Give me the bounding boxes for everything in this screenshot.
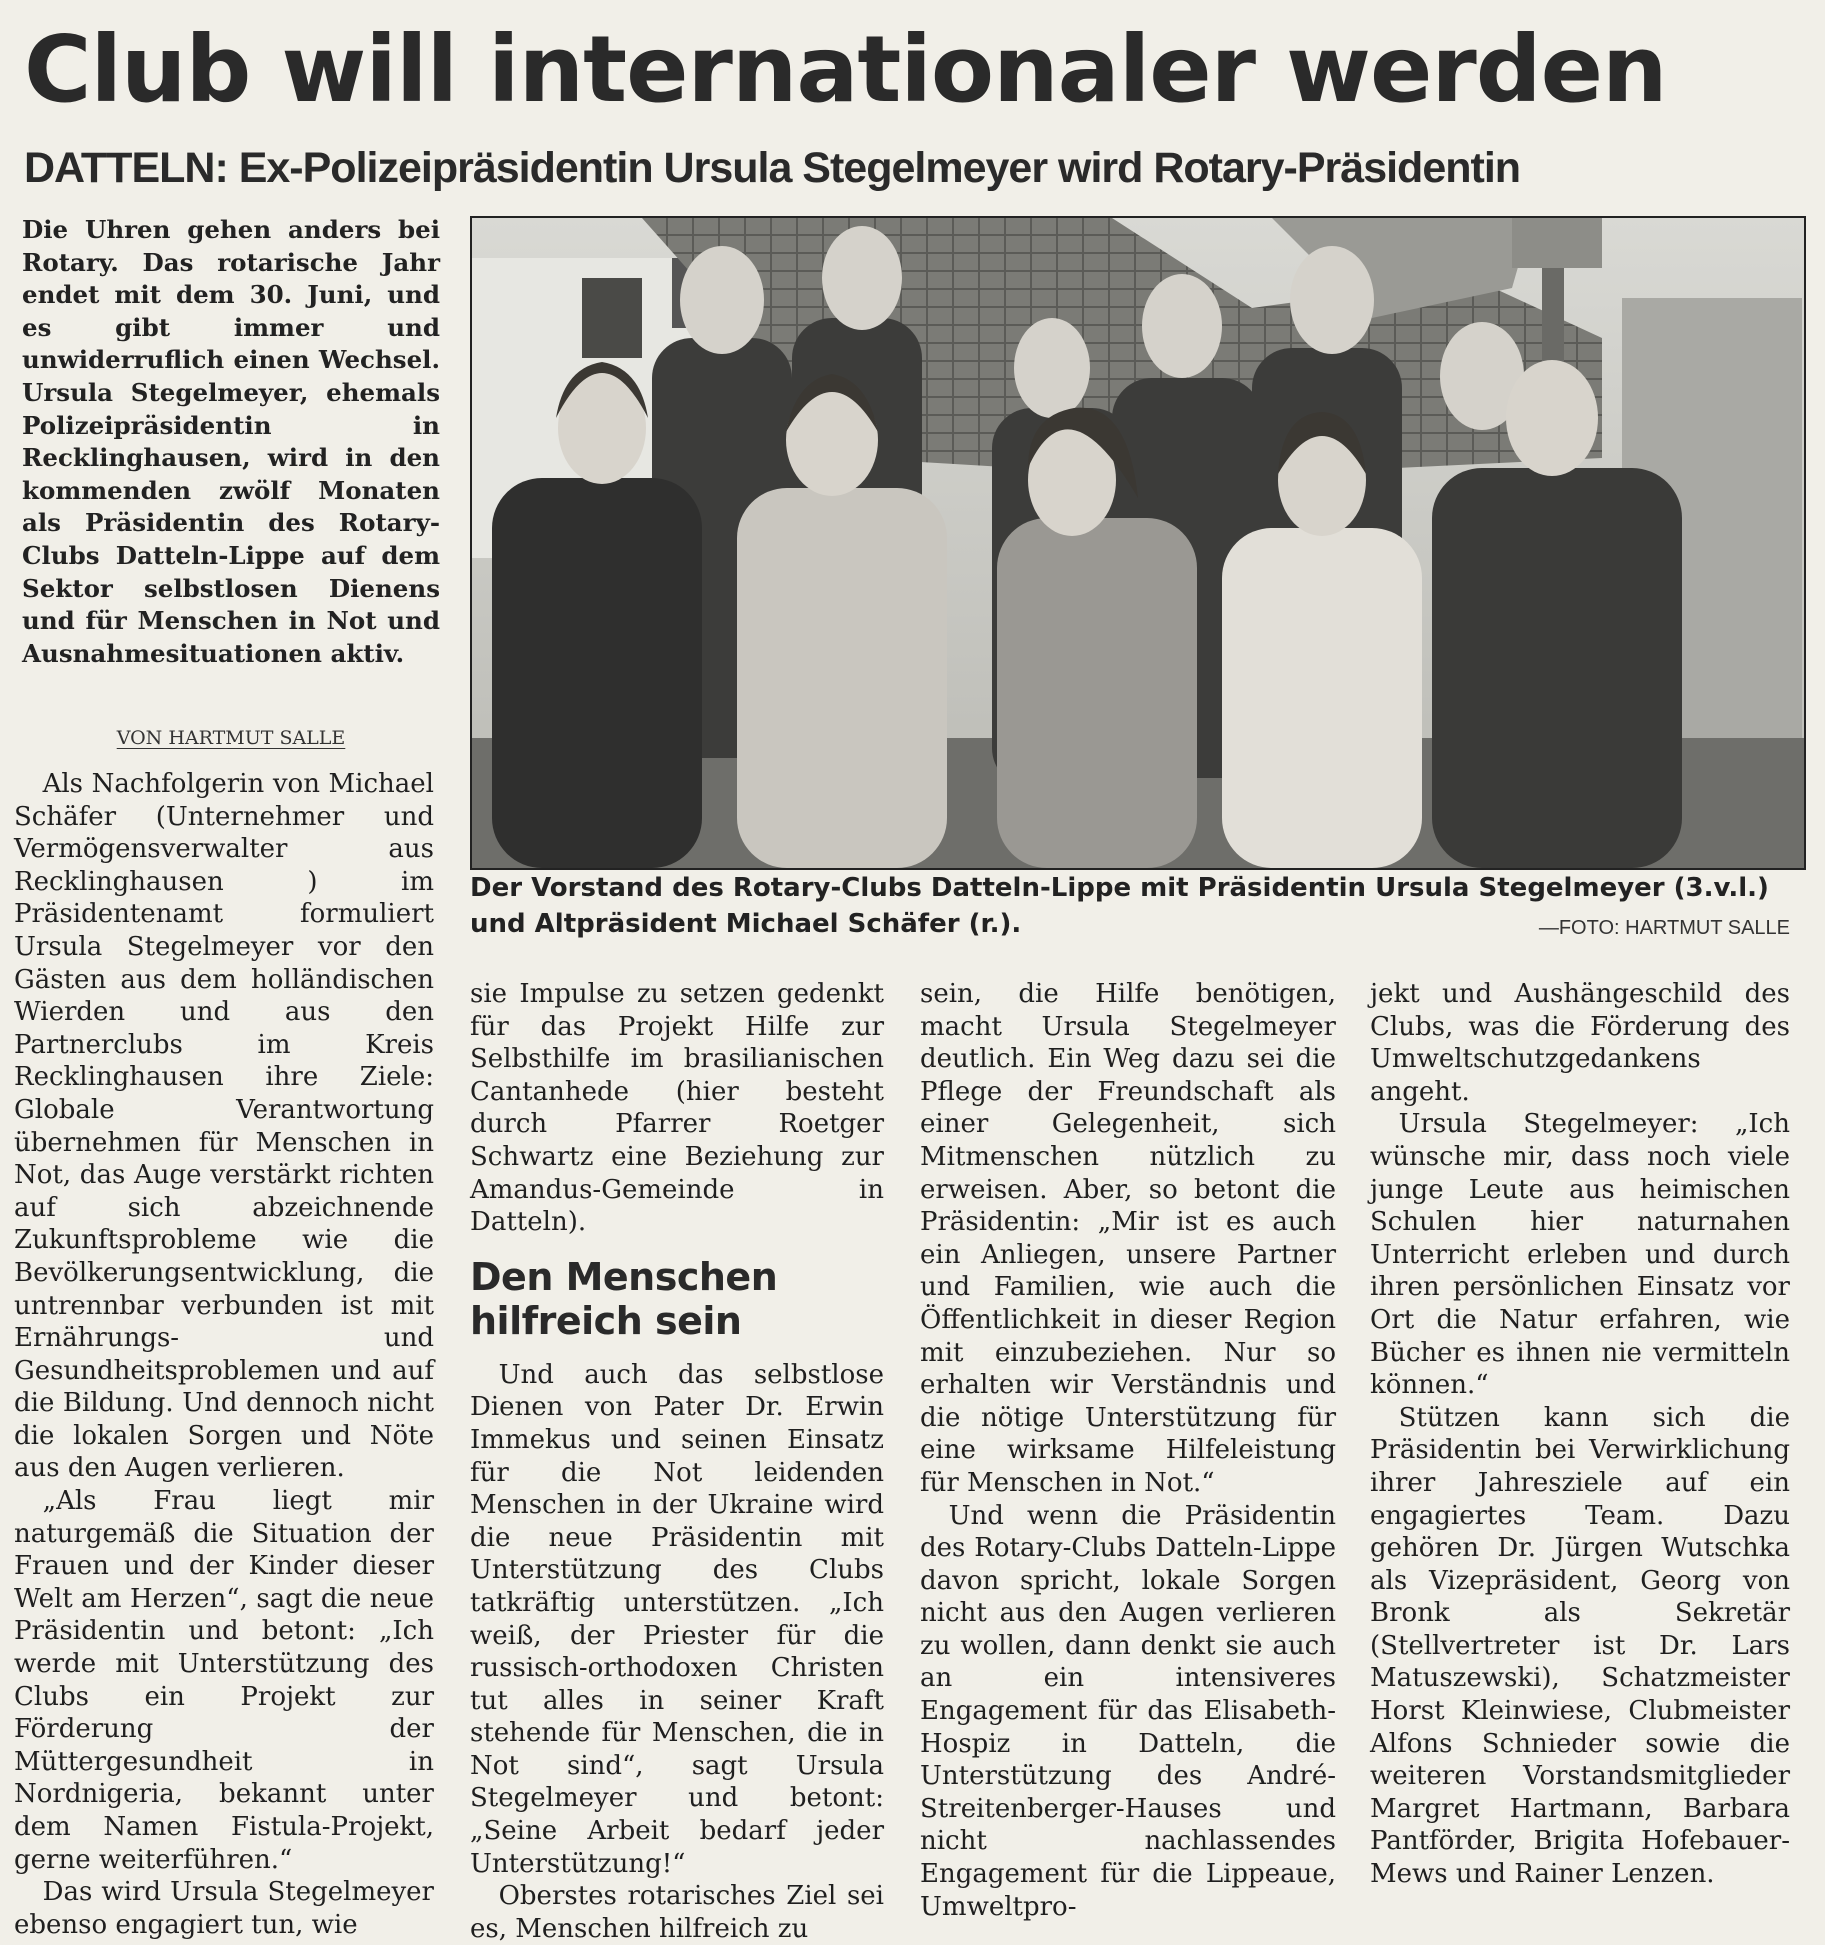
photo-credit: —FOTO: HARTMUT SALLE xyxy=(1538,917,1790,939)
group-photo-image xyxy=(472,218,1804,868)
body-paragraph: Das wird Ursula Stegelmeyer ebenso engagiert tun, wie xyxy=(14,1877,434,1940)
body-paragraph: jekt und Aushängeschild des Clubs, was die Förderung des Umweltschutzgedankens angeht. xyxy=(1370,979,1790,1107)
byline xyxy=(22,724,440,752)
body-paragraph: Oberstes rotarisches Ziel sei es, Menschen hilfreich zu xyxy=(470,1881,884,1944)
article-column-2 xyxy=(470,978,884,1945)
body-paragraph: Stützen kann sich die Präsidentin bei Verwirklichung ihrer Jahresziele auf ein engagiertes Team. Dazu gehören Dr. Jürgen Wutschka als Vizepräsident, Georg von Bronk als Sekretär (Stellvertreter ist Dr. Lars Matuszewski), Schatzmeister Horst Kleinwiese, Clubmeister Alfons Schnieder sowie die weiteren Vorstandsmitglieder Margret Hartmann, Barbara Pantförder, Brigita Hofebauer-Mews und Rainer Lenzen. xyxy=(1370,1402,1790,1890)
intertitle: Den Menschen hilfreich sein xyxy=(470,1254,778,1343)
intro-paragraph: Die Uhren gehen anders bei Rotary. Das rotarische Jahr endet mit dem 30. Juni, und es gibt immer und unwiderruflich einen Wechsel. Ursula Stegelmeyer, ehemals Polizeipräsidentin in Recklinghausen, wird in den kommenden zwölf Monaten als Präsidentin des Rotary-Clubs Datteln-Lippe auf dem Sektor selbstlosen Dienens und für Menschen in Not und Ausnahmesituationen aktiv. xyxy=(22,215,440,668)
body-paragraph: Ursula Stegelmeyer: „Ich wünsche mir, dass noch viele junge Leute aus heimischen Schulen hier naturnahen Unterricht erleben und durch ihren persönlichen Einsatz vor Ort die Natur erfahren, wie Bücher es ihnen nie vermitteln können.“ xyxy=(1370,1109,1790,1401)
photo-caption: Der Vorstand des Rotary-Clubs Datteln-Lippe mit Präsidentin Ursula Stegelmeyer (3.v.l.) und Altpräsident Michael Schäfer (r.). xyxy=(470,873,1769,939)
headline: Club will internationaler werden xyxy=(24,16,1667,123)
article-column-4 xyxy=(1370,978,1790,1891)
body-paragraph: Und wenn die Präsidentin des Rotary-Clubs Datteln-Lippe davon spricht, lokale Sorgen nicht aus den Augen verlieren zu wollen, dann denkt sie auch an ein intensiveres Engagement für das Elisabeth-Hospiz in Datteln, die Unterstützung des André-Streitenberger-Hauses und nicht nachlassendes Engagement für die Lippeaue, Umweltpro- xyxy=(920,1500,1336,1922)
body-paragraph: sein, die Hilfe benötigen, macht Ursula Stegelmeyer deutlich. Ein Weg dazu sei die Pflege der Freundschaft als einer Gelegenheit, sich Mitmenschen nützlich zu erweisen. Aber, so betont die Präsidentin: „Mir ist es auch ein Anliegen, unsere Partner und Familien, wie auch die Öffentlichkeit in dieser Region mit einzubeziehen. Nur so erhalten wir Verständnis und die nötige Unterstützung für eine wirksame Hilfeleistung für Menschen in Not.“ xyxy=(920,979,1336,1498)
body-paragraph: „Als Frau liegt mir naturgemäß die Situation der Frauen und der Kinder dieser Welt am Herzen“, sagt die neue Präsidentin und betont: „Ich werde mit Unterstützung des Clubs ein Projekt zur Förderung der Müttergesundheit in Nordnigeria, bekannt unter dem Namen Fistula-Projekt, gerne weiterführen.“ xyxy=(14,1486,434,1875)
byline-text: VON HARTMUT SALLE xyxy=(116,727,346,749)
group-photo xyxy=(470,216,1806,870)
body-paragraph: sie Impulse zu setzen gedenkt für das Projekt Hilfe zur Selbsthilfe im brasilianischen Cantanhede (hier besteht durch Pfarrer Roetger Schwartz eine Beziehung zur Amandus-Gemeinde in Datteln). xyxy=(470,979,884,1238)
subheadline: DATTELN: Ex-Polizeipräsidentin Ursula Stegelmeyer wird Rotary-Präsidentin xyxy=(24,144,1521,192)
article-column-1 xyxy=(14,768,434,1941)
body-paragraph: Als Nachfolgerin von Michael Schäfer (Unternehmer und Vermögensverwalter aus Recklinghausen ) im Präsidentenamt formuliert Ursula Stegelmeyer vor den Gästen aus dem holländischen Wierden und aus den Partnerclubs im Kreis Recklinghausen ihre Ziele: Globale Verantwortung übernehmen für Menschen in Not, das Auge verstärkt richten auf sich abzeichnende Zukunftsprobleme wie die Bevölkerungsentwicklung, die untrennbar verbunden ist mit Ernährungs- und Gesundheitsproblemen und auf die Bildung. Und dennoch nicht die lokalen Sorgen und Nöte aus den Augen verlieren. xyxy=(14,769,434,1484)
article-column-3 xyxy=(920,978,1336,1923)
body-paragraph: Und auch das selbstlose Dienen von Pater Dr. Erwin Immekus und seinen Einsatz für die Not leidenden Menschen in der Ukraine wird die neue Präsidentin mit Unterstützung des Clubs tatkräftig unterstützen. „Ich weiß, der Priester für die russisch-orthodoxen Christen tut alles in seiner Kraft stehende für Menschen, die in Not sind“, sagt Ursula Stegelmeyer und betont: „Seine Arbeit bedarf jeder Unterstützung!“ xyxy=(470,1359,884,1879)
